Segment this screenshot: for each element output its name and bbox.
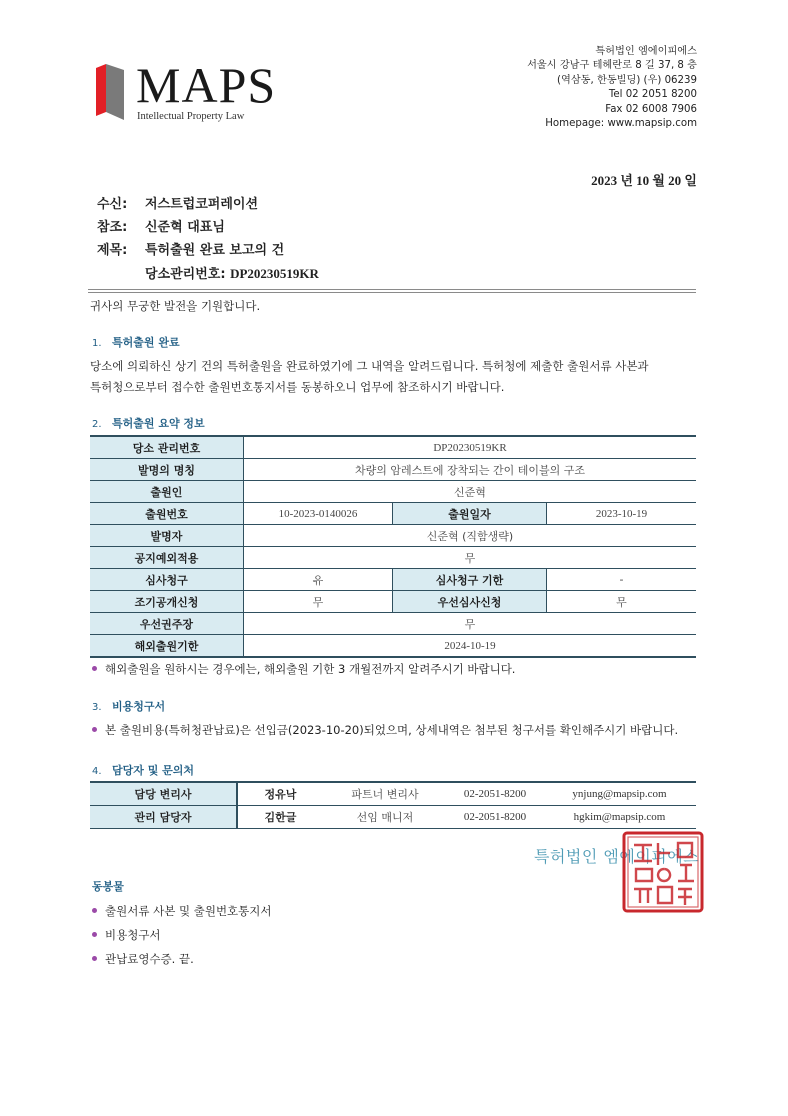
- table-row: [90, 569, 696, 591]
- exam-request-label: 심사청구: [90, 569, 244, 591]
- early-publication-value: 무: [244, 591, 393, 613]
- foreign-filing-deadline-label: 해외출원기한: [90, 635, 244, 658]
- mgmt-no-value: DP20230519KR: [244, 436, 697, 459]
- header-divider-secondary: [88, 292, 696, 293]
- section-1-number: 1.: [92, 338, 102, 349]
- enclosure-item: [92, 903, 272, 919]
- section-1-paragraph: [90, 356, 700, 398]
- table-row: [90, 547, 696, 569]
- table-row: [90, 635, 696, 658]
- contact-email[interactable]: hgkim@mapsip.com: [543, 806, 696, 829]
- signature-firm-name: 특허법인 엠에이피에스: [534, 847, 700, 866]
- exam-deadline-label: 심사청구 기한: [393, 569, 547, 591]
- firm-name: 특허법인 엠에이피에스: [595, 46, 697, 57]
- inventor-value: 신준혁 (직함생략): [244, 525, 697, 547]
- grace-period-label: 공지예외적용: [90, 547, 244, 569]
- bullet-icon: [92, 932, 97, 937]
- header-divider: [88, 289, 696, 290]
- application-number-value: 10-2023-0140026: [244, 503, 393, 525]
- invoice-note-text: 본 출원비용(특허청관납료)은 선입금(2023-10-20)되었으며, 상세내역은 첨부된 청구서를 확인해주시기 바랍니다.: [105, 723, 679, 737]
- mgmt-no-label: 당소 관리번호: [90, 436, 244, 459]
- table-row: [90, 613, 696, 635]
- table-row: [90, 525, 696, 547]
- table-row: [90, 591, 696, 613]
- enclosure-item-text: 출원서류 사본 및 출원번호통지서: [105, 904, 272, 918]
- section-3-title: 비용청구서: [112, 700, 166, 713]
- section-2-title: 특허출원 요약 정보: [112, 417, 205, 430]
- maps-logo-icon: [96, 64, 124, 120]
- applicant-value: 신준혁: [244, 481, 697, 503]
- application-date-label: 출원일자: [393, 503, 547, 525]
- contact-phone[interactable]: 02-2051-8200: [447, 806, 543, 829]
- table-row: [90, 459, 696, 481]
- enclosure-item-text: 관납료영수증. 끝.: [105, 952, 194, 966]
- management-number-value: DP20230519KR: [230, 266, 319, 281]
- enclosures-title: 동봉물: [92, 880, 124, 893]
- contact-role-label: 담당 변리사: [90, 782, 237, 806]
- section-3-heading: [92, 698, 165, 714]
- applicant-label: 출원인: [90, 481, 244, 503]
- table-row: [90, 806, 696, 829]
- exam-request-value: 유: [244, 569, 393, 591]
- management-number-line: [145, 263, 319, 282]
- section-1-title: 특허출원 완료: [112, 336, 180, 349]
- company-seal-icon: [622, 831, 704, 913]
- firm-tel: Tel 02 2051 8200: [608, 89, 697, 101]
- contacts-table: [90, 781, 696, 829]
- greeting: 귀사의 무궁한 발전을 기원합니다.: [90, 299, 261, 313]
- priority-claim-value: 무: [244, 613, 697, 635]
- exam-deadline-value: -: [547, 569, 697, 591]
- inventor-label: 발명자: [90, 525, 244, 547]
- recipient-value: 저스트럽코퍼레이션: [145, 197, 259, 212]
- firm-address-block: [527, 45, 697, 131]
- enclosure-item-text: 비용청구서: [105, 928, 161, 942]
- table-row: [90, 481, 696, 503]
- subject-label: 제목:: [97, 243, 128, 258]
- letter-date: 2023 년 10 월 20 일: [591, 173, 697, 188]
- reference-value: 신준혁 대표님: [145, 220, 225, 235]
- firm-address: 서울시 강남구 테헤란로 8 길 37, 8 층: [527, 60, 697, 72]
- foreign-filing-note: [92, 661, 515, 677]
- contact-name: 정유낙: [237, 782, 323, 806]
- logo-tagline: Intellectual Property Law: [137, 111, 245, 122]
- enclosure-item: [92, 951, 194, 967]
- reference-label: 참조:: [97, 220, 128, 235]
- section-1-line-1: 당소에 의뢰하신 상기 건의 특허출원을 완료하였기에 그 내역을 알려드립니다. 특허청에 제출한 출원서류 사본과: [90, 359, 649, 373]
- application-number-label: 출원번호: [90, 503, 244, 525]
- contact-title: 선임 매니저: [323, 806, 447, 829]
- section-1-heading: [92, 334, 180, 350]
- recipient-line: [97, 193, 258, 212]
- contact-role-label: 관리 담당자: [90, 806, 237, 829]
- section-2-heading: [92, 415, 205, 431]
- priority-claim-label: 우선권주장: [90, 613, 244, 635]
- grace-period-value: 무: [244, 547, 697, 569]
- foreign-filing-deadline-value: 2024-10-19: [244, 635, 697, 658]
- section-4-heading: [92, 762, 194, 778]
- management-number-label: 당소관리번호:: [145, 267, 231, 282]
- bullet-icon: [92, 908, 97, 913]
- section-4-title: 담당자 및 문의처: [112, 764, 195, 777]
- priority-exam-value: 무: [547, 591, 697, 613]
- section-3-number: 3.: [92, 702, 102, 713]
- table-row: [90, 782, 696, 806]
- invoice-note: [92, 722, 678, 738]
- subject-line: [97, 239, 284, 258]
- subject-value: 특허출원 완료 보고의 건: [145, 243, 285, 258]
- firm-homepage[interactable]: Homepage: www.mapsip.com: [545, 118, 697, 130]
- contact-name: 김한글: [237, 806, 323, 829]
- section-4-number: 4.: [92, 766, 102, 777]
- contact-title: 파트너 변리사: [323, 782, 447, 806]
- logo-wordmark: MAPS: [136, 57, 277, 113]
- firm-fax: Fax 02 6008 7906: [605, 103, 697, 115]
- reference-line: [97, 216, 225, 235]
- firm-address-detail: (역삼동, 한동빌딩) (우) 06239: [557, 74, 697, 86]
- contact-phone[interactable]: 02-2051-8200: [447, 782, 543, 806]
- patent-summary-table: [90, 435, 696, 658]
- recipient-label: 수신:: [97, 197, 128, 212]
- table-row: [90, 436, 696, 459]
- contact-email[interactable]: ynjung@mapsip.com: [543, 782, 696, 806]
- section-1-line-2: 특허청으로부터 접수한 출원번호통지서를 동봉하오니 업무에 참조하시기 바랍니다.: [90, 380, 505, 394]
- application-date-value: 2023-10-19: [547, 503, 697, 525]
- section-2-number: 2.: [92, 419, 102, 430]
- bullet-icon: [92, 727, 97, 732]
- enclosure-item: [92, 927, 161, 943]
- invention-title-label: 발명의 명칭: [90, 459, 244, 481]
- bullet-icon: [92, 956, 97, 961]
- priority-exam-label: 우선심사신청: [393, 591, 547, 613]
- bullet-icon: [92, 666, 97, 671]
- table-row: [90, 503, 696, 525]
- early-publication-label: 조기공개신청: [90, 591, 244, 613]
- foreign-filing-note-text: 해외출원을 원하시는 경우에는, 해외출원 기한 3 개월전까지 알려주시기 바랍니다.: [105, 662, 516, 676]
- invention-title-value: 차량의 암레스트에 장착되는 간이 테이블의 구조: [244, 459, 697, 481]
